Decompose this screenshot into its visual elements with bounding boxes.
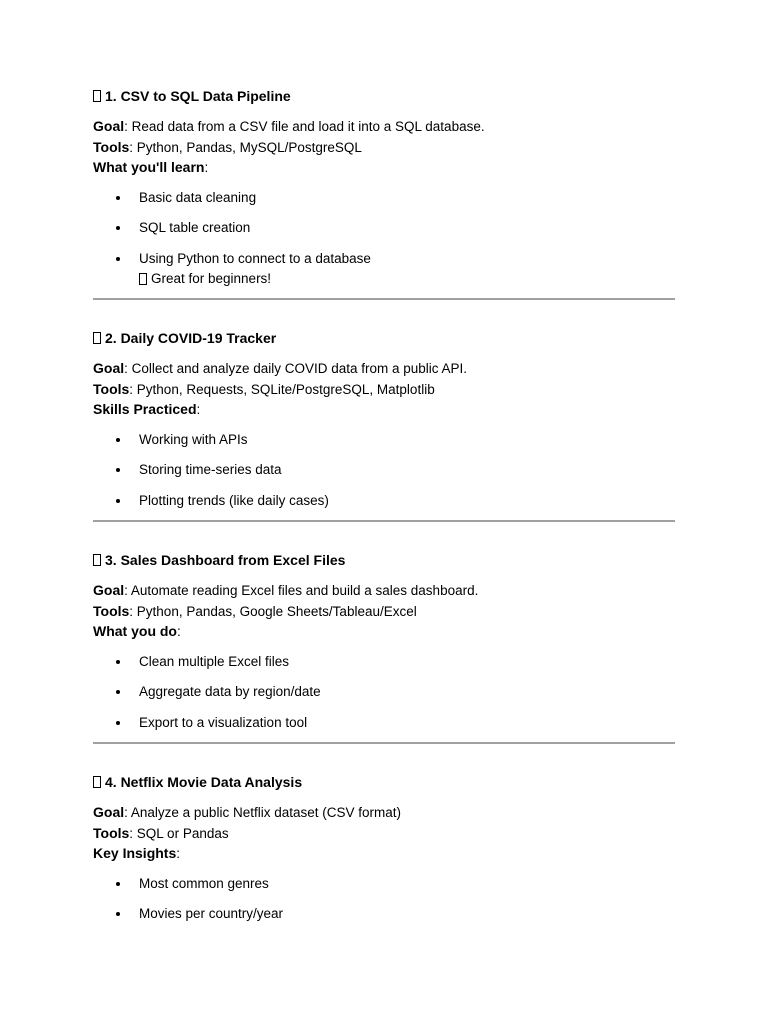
goal-label: Goal	[93, 118, 125, 134]
missing-glyph-icon	[93, 776, 101, 788]
list-item	[93, 904, 675, 924]
bullet-icon	[116, 468, 120, 472]
section-heading	[93, 772, 675, 792]
bullet-icon	[116, 438, 120, 442]
divider	[93, 298, 675, 300]
tools-line	[93, 823, 675, 844]
list-label: Key Insights	[93, 845, 177, 861]
list-label-line	[93, 621, 675, 642]
goal-line	[93, 580, 675, 601]
list-item	[93, 430, 675, 461]
divider	[93, 742, 675, 744]
goal-label: Goal	[93, 804, 125, 820]
list-label-line	[93, 843, 675, 864]
section-1	[93, 86, 675, 289]
tools-label: Tools	[93, 138, 130, 155]
list-item	[93, 652, 675, 683]
divider	[93, 520, 675, 522]
list-item-text: SQL table creation	[139, 220, 251, 235]
section-heading	[93, 86, 675, 106]
goal-text: : Analyze a public Netflix dataset (CSV format)	[124, 805, 401, 820]
section-4	[93, 772, 675, 924]
list-suffix: :	[177, 624, 181, 639]
bullet-icon	[116, 912, 120, 916]
bullet-list	[93, 188, 675, 269]
bullet-list	[93, 652, 675, 733]
list-item-text: Plotting trends (like daily cases)	[139, 492, 329, 508]
section-title: 1. CSV to SQL Data Pipeline	[105, 88, 291, 104]
missing-glyph-icon	[139, 273, 147, 285]
missing-glyph-icon	[93, 332, 101, 344]
bullet-list	[93, 430, 675, 511]
bullet-icon	[116, 226, 120, 230]
list-item	[93, 218, 675, 249]
list-item-text: Aggregate data by region/date	[139, 684, 321, 699]
bullet-icon	[116, 196, 120, 200]
bullet-icon	[116, 690, 120, 694]
tools-line	[93, 379, 675, 400]
list-item-text: Basic data cleaning	[139, 189, 257, 205]
goal-text: : Collect and analyze daily COVID data from a public API.	[124, 361, 468, 376]
list-suffix: :	[176, 846, 181, 861]
tools-label: Tools	[93, 602, 130, 619]
tools-line	[93, 601, 675, 622]
bullet-icon	[116, 721, 120, 725]
goal-line	[93, 116, 675, 137]
tools-text: : Python, Pandas, Google Sheets/Tableau/Excel	[129, 603, 417, 619]
list-item	[93, 682, 675, 713]
section-heading	[93, 550, 675, 570]
list-item-text: Using Python to connect to a database	[139, 250, 371, 266]
list-label-line	[93, 157, 675, 178]
tools-label: Tools	[93, 824, 130, 841]
goal-text: : Read data from a CSV file and load it into a SQL database.	[124, 119, 485, 134]
missing-glyph-icon	[93, 554, 101, 566]
list-item	[93, 874, 675, 905]
list-item	[93, 460, 675, 491]
bullet-icon	[116, 499, 120, 503]
bullet-icon	[116, 882, 120, 886]
list-label: What you'll learn	[93, 159, 205, 175]
tools-text: : Python, Requests, SQLite/PostgreSQL, Matplotlib	[129, 381, 435, 397]
section-title: 2. Daily COVID-19 Tracker	[105, 330, 277, 346]
list-label: What you do	[93, 623, 177, 639]
list-label-line	[93, 399, 675, 420]
missing-glyph-icon	[93, 90, 101, 102]
list-item-text: Clean multiple Excel files	[139, 653, 290, 669]
section-title: 3. Sales Dashboard from Excel Files	[105, 552, 346, 568]
bullet-icon	[116, 660, 120, 664]
goal-label: Goal	[93, 582, 125, 598]
list-item	[93, 713, 675, 733]
list-item-text: Working with APIs	[139, 431, 248, 447]
goal-line	[93, 802, 675, 823]
tools-text: : Python, Pandas, MySQL/PostgreSQL	[129, 139, 362, 155]
tools-text: : SQL or Pandas	[129, 825, 229, 841]
goal-line	[93, 358, 675, 379]
list-label: Skills Practiced	[93, 401, 197, 417]
section-title: 4. Netflix Movie Data Analysis	[105, 774, 303, 790]
goal-label: Goal	[93, 360, 125, 376]
list-suffix: :	[196, 402, 201, 417]
note-text: Great for beginners!	[151, 270, 272, 286]
bullet-icon	[116, 257, 120, 261]
tools-label: Tools	[93, 380, 130, 397]
tools-line	[93, 137, 675, 158]
section-2	[93, 328, 675, 511]
section-3	[93, 550, 675, 733]
goal-text: : Automate reading Excel files and build a sales dashboard.	[124, 583, 479, 598]
list-item	[93, 491, 675, 511]
section-heading	[93, 328, 675, 348]
list-suffix: :	[204, 160, 209, 175]
list-item	[93, 249, 675, 269]
list-item-text: Export to a visualization tool	[139, 714, 308, 730]
list-item	[93, 188, 675, 219]
bullet-list	[93, 874, 675, 925]
note-line	[93, 269, 675, 289]
list-item-text: Storing time-series data	[139, 462, 282, 477]
list-item-text: Movies per country/year	[139, 906, 284, 921]
list-item-text: Most common genres	[139, 875, 269, 891]
